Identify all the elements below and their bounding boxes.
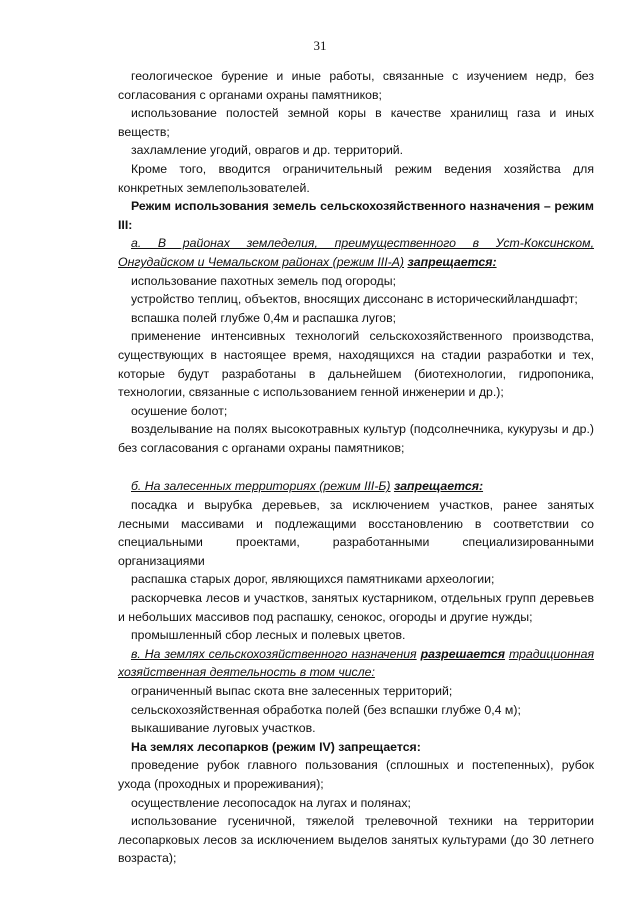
list-item: вспашка полей глубже 0,4м и распашка лугов; [131,310,397,325]
paragraph: Кроме того, вводится ограничительный режим ведения хозяйства для конкретных землепользователей. [118,161,594,195]
list-item: посадка и вырубка деревьев, за исключением участков, ранее занятых лесными массивами и подлежащими восстановлению в соответствии со специальными проектами, разработанными специализированными организациями [118,498,594,568]
page-number: 31 [313,38,327,53]
paragraph: геологическое бурение и иные работы, связанные с изучением недр, без согласования с органами охраны памятников; [118,69,594,102]
prohibition-label: запрещается: [393,479,484,494]
list-item: ограниченный выпас скота вне залесенных территорий; [131,684,453,698]
list-item: устройство теплиц, объектов, вносящих диссонанс в историческийландшафт; [131,292,578,307]
list-item: промышленный сбор лесных и полевых цветов. [131,628,406,643]
paragraph: захламление угодий, оврагов и др. территорий. [131,143,404,158]
subsection-heading [118,645,594,682]
section-heading: На землях лесопарков (режим IV) запрещается: [131,739,421,754]
page-body [118,67,594,868]
list-item: осушение болот; [131,403,228,418]
section-heading: Режим использования земель сельскохозяйственного назначения – режим III: [118,199,594,232]
subsection-title: б. На залесенных территориях (режим III-Б) [131,479,391,494]
list-item: проведение рубок главного пользования (сплошных и постепенных), рубок ухода (проходных и прореживания); [118,758,594,791]
list-item: сельскохозяйственная обработка полей (без вспашки глубже 0,4 м); [131,702,521,717]
list-item: использование пахотных земель под огороды; [131,273,396,288]
subsection-title: в. На землях сельскохозяйственного назначения [131,646,417,661]
subsection-heading [118,477,594,496]
list-item: использование гусеничной, тяжелой трелевочной техники на территории лесопарковых лесов за исключением выделов занятых культурами (до 30 летнего возраста); [118,814,594,866]
list-item: раскорчевка лесов и участков, занятых кустарником, отдельных групп деревьев и небольших массивов под распашку, сенокос, огороды и другие нужды; [118,591,594,624]
permission-label: разрешается [420,646,506,661]
subsection-heading [118,234,594,271]
subsection-title: а. В районах земледелия, преимущественного в Уст-Коксинском, Онгудайском и Чемальском районах (режим III-А) [118,236,594,269]
list-item: осуществление лесопосадок на лугах и полянах; [131,795,411,810]
list-item: распашка старых дорог, являющихся памятниками археологии; [131,572,495,587]
list-item: выкашивание луговых участков. [131,721,316,736]
paragraph-gap [118,457,594,477]
list-item: возделывание на полях высокотравных культур (подсолнечника, кукурузы и др.) без согласования с органами охраны памятников; [118,422,594,455]
subsection-title-continued: традиционная хозяйственная деятельность в том числе: [118,646,595,680]
prohibition-label: запрещается: [407,254,497,269]
paragraph: использование полостей земной коры в качестве хранилищ газа и иных веществ; [118,106,594,139]
list-item: применение интенсивных технологий сельскохозяйственного производства, существующих в настоящее время, находящихся на стадии разработки и тех, которые будут разработаны в дальнейшем (биотехнологии, гидропоника, технологии, связанные с использованием генной инженерии и др.); [118,329,594,400]
